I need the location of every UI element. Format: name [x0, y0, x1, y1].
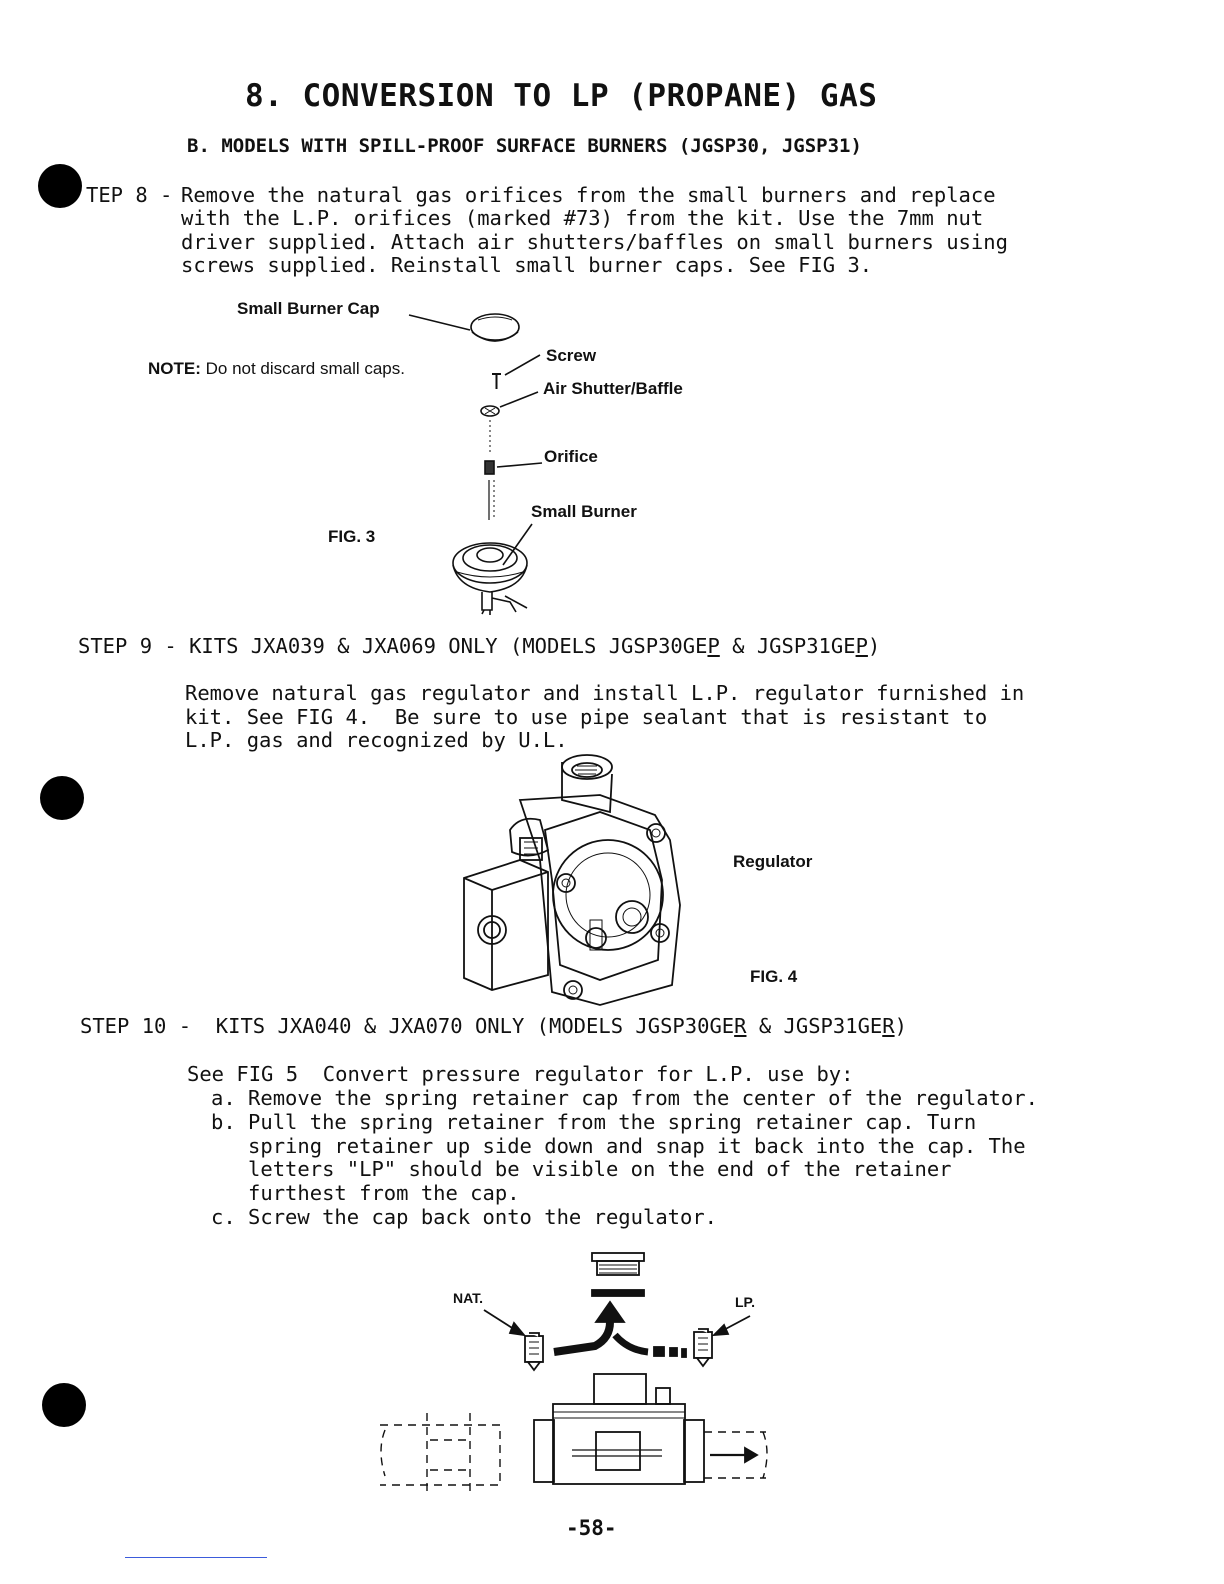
fig3-note-text: Do not discard small caps.: [200, 359, 405, 378]
page-number: -58-: [566, 1516, 617, 1540]
step10-item-6: c. Screw the cap back onto the regulator.: [211, 1205, 718, 1229]
step10-intro: See FIG 5 Convert pressure regulator for L.P. use by:: [187, 1062, 854, 1086]
step10-heading-post: ): [894, 1014, 907, 1038]
step9-heading-u2: P: [855, 634, 868, 658]
step9-line-3: L.P. gas and recognized by U.L.: [185, 728, 568, 752]
step9-line-2: kit. See FIG 4. Be sure to use pipe sealant that is resistant to: [185, 705, 988, 729]
step10-item-4: letters "LP" should be visible on the end of the retainer: [211, 1157, 952, 1181]
step8-line-4: screws supplied. Reinstall small burner caps. See FIG 3.: [181, 253, 873, 277]
step8-line-2: with the L.P. orifices (marked #73) from the kit. Use the 7mm nut: [181, 206, 984, 230]
step10-heading-pre: STEP 10 - KITS JXA040 & JXA070 ONLY (MODELS JGSP30GE: [80, 1014, 735, 1038]
step8-prefix: TEP 8 -: [86, 183, 185, 207]
step8-line-1: Remove the natural gas orifices from the small burners and replace: [181, 183, 996, 207]
fig3-orifice-label: Orifice: [544, 447, 598, 466]
step9-heading-u1: P: [707, 634, 720, 658]
step9-line-1: Remove natural gas regulator and install L.P. regulator furnished in: [185, 681, 1025, 705]
step10-item-5: furthest from the cap.: [211, 1181, 520, 1205]
step10-heading-u2: R: [882, 1014, 895, 1038]
step10-item-1: a. Remove the spring retainer cap from the center of the regulator.: [211, 1086, 1038, 1110]
step9-heading-mid: & JGSP31GE: [719, 634, 856, 658]
step8-line-3: driver supplied. Attach air shutters/baffles on small burners using: [181, 230, 1008, 254]
step10-heading-mid: & JGSP31GE: [746, 1014, 883, 1038]
step10-item-2: b. Pull the spring retainer from the spring retainer cap. Turn: [211, 1110, 977, 1134]
fig4-regulator-label: Regulator: [733, 852, 813, 871]
fig4-caption: FIG. 4: [750, 967, 798, 986]
step9-heading-pre: STEP 9 - KITS JXA039 & JXA069 ONLY (MODELS JGSP30GE: [78, 634, 708, 658]
fig3-note-bold: NOTE:: [148, 359, 201, 378]
step9-heading-post: ): [867, 634, 881, 658]
fig3-caption: FIG. 3: [328, 527, 376, 546]
fig3-cap-label: Small Burner Cap: [237, 299, 380, 318]
section-subtitle: B. MODELS WITH SPILL-PROOF SURFACE BURNERS (JGSP30, JGSP31): [187, 135, 862, 157]
fig5-nat-label: NAT.: [453, 1290, 484, 1306]
fig5-lp-label: LP.: [735, 1294, 755, 1310]
fig3-burner-label: Small Burner: [531, 502, 637, 521]
scan-artifact-line: [125, 1557, 267, 1558]
page-title: 8. CONVERSION TO LP (PROPANE) GAS: [245, 78, 878, 114]
fig3-screw-label: Screw: [546, 346, 597, 365]
step10-item-3: spring retainer up side down and snap it back into the cap. The: [211, 1134, 1026, 1158]
fig3-shutter-label: Air Shutter/Baffle: [543, 379, 683, 398]
step10-heading-u1: R: [734, 1014, 747, 1038]
